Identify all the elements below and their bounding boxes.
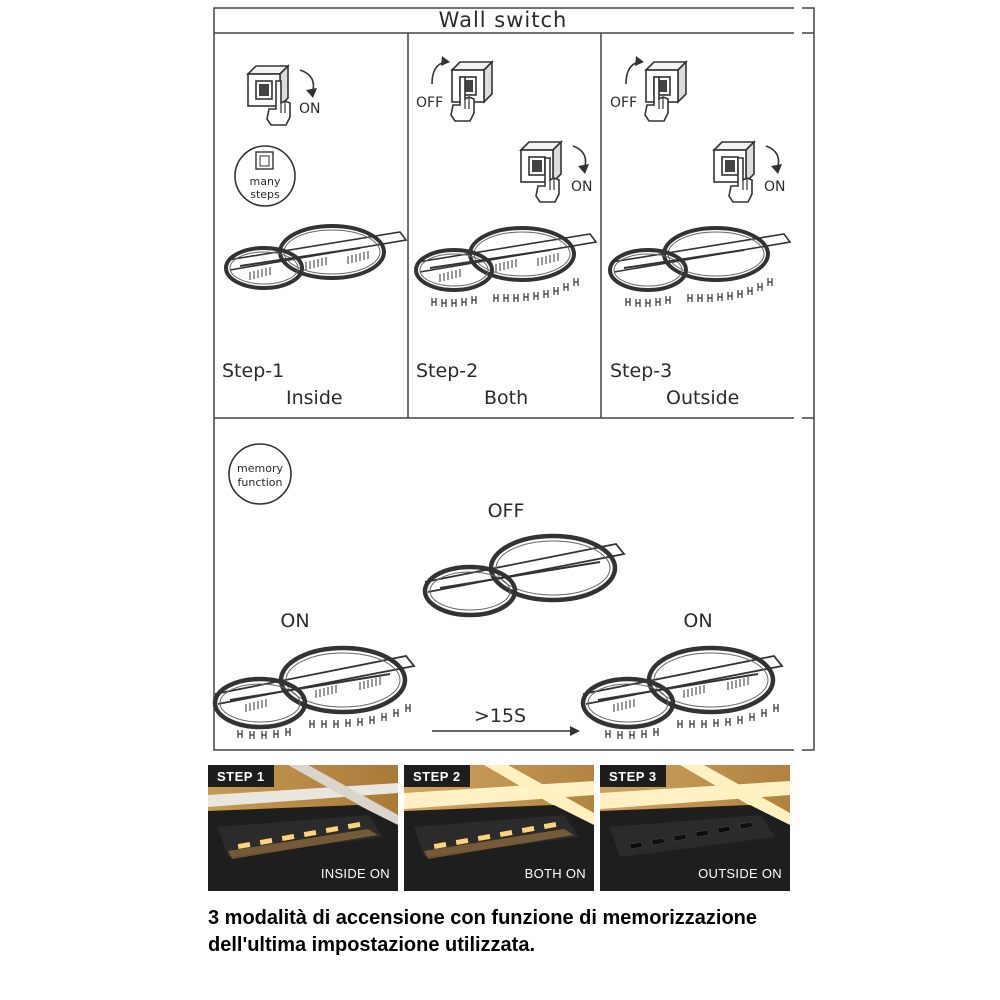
step1-mode: Inside	[286, 387, 343, 409]
photo-step1-mode: INSIDE ON	[320, 866, 390, 881]
memory-function-line2: function	[237, 476, 283, 489]
photo-step3-mode: OUTSIDE ON	[698, 866, 782, 881]
step3-off-label: OFF	[610, 95, 638, 111]
step2-off-label: OFF	[416, 95, 444, 111]
memory-off-lamp	[425, 536, 624, 615]
step3-lamp-diagram	[610, 228, 790, 307]
memory-function-icon	[229, 444, 291, 504]
diagram-frame	[214, 8, 814, 750]
many-steps-icon	[235, 146, 295, 206]
memory-function-line1: memory	[237, 462, 283, 475]
step2-lamp-diagram	[416, 228, 596, 307]
photo-step2-mode: BOTH ON	[524, 866, 586, 881]
memory-right-on-label: ON	[683, 610, 713, 632]
photo-step3	[600, 765, 790, 891]
photo-step1-badge: STEP 1	[208, 765, 274, 787]
step1-on-label: ON	[299, 101, 321, 117]
step3-on-label: ON	[764, 179, 786, 195]
memory-right-lamp	[583, 648, 782, 739]
diagram-title: Wall switch	[438, 8, 568, 32]
photo-step1	[208, 765, 398, 891]
memory-off-label: OFF	[487, 500, 525, 522]
photo-step3-badge: STEP 3	[600, 765, 666, 787]
caption-text: 3 modalità di accensione con funzione di memorizzazione dell'ultima impostazione utilizzata.	[208, 907, 757, 956]
many-steps-line1: many	[249, 175, 281, 188]
step3-mode: Outside	[666, 387, 740, 409]
memory-left-on-label: ON	[280, 610, 310, 632]
rotate-arrow-icon	[432, 62, 446, 84]
rotate-arrow-icon	[626, 62, 640, 84]
memory-delay-label: >15S	[473, 705, 527, 727]
memory-left-lamp	[215, 648, 414, 739]
memory-delay-arrow	[432, 705, 580, 736]
step2-mode: Both	[484, 387, 529, 409]
step3-name: Step-3	[610, 360, 673, 382]
photo-step2-badge: STEP 2	[404, 765, 470, 787]
step1-name: Step-1	[222, 360, 285, 382]
step1-lamp-diagram	[226, 226, 406, 288]
photo-step2	[404, 765, 594, 891]
step2-name: Step-2	[416, 360, 479, 382]
many-steps-line2: steps	[250, 188, 280, 201]
step2-on-label: ON	[571, 179, 593, 195]
